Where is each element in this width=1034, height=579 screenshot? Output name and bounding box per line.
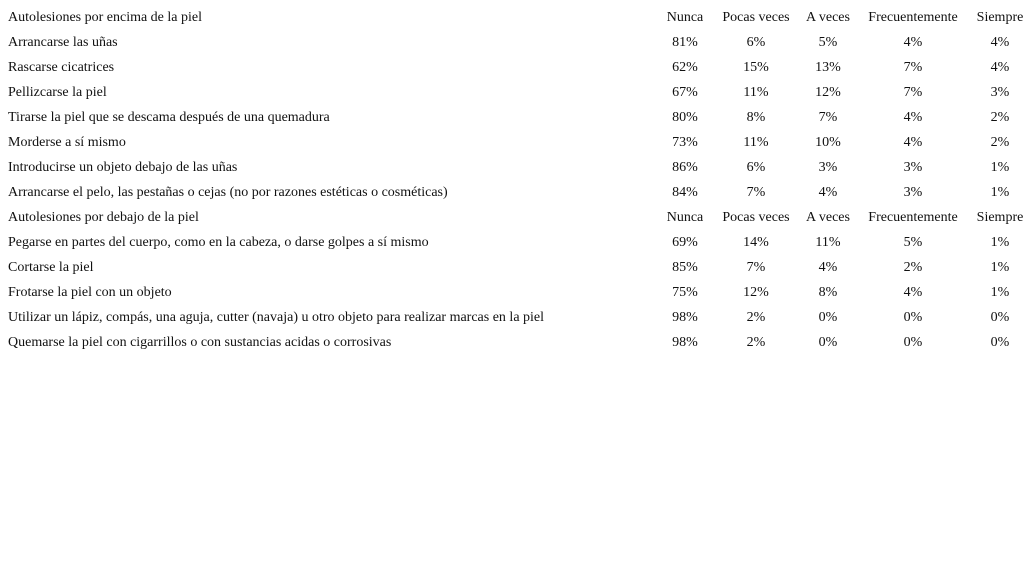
cell-value: 6%	[746, 159, 766, 175]
cell-value: 3%	[903, 159, 923, 175]
column-header: A veces	[806, 209, 850, 225]
cell-value: 80%	[672, 109, 698, 125]
cell-value: 69%	[672, 234, 698, 250]
table-row	[6, 180, 1030, 205]
cell-value: 0%	[903, 334, 923, 350]
row-label: Rascarse cicatrices	[8, 59, 115, 75]
cell-value: 14%	[743, 234, 769, 250]
cell-value: 98%	[672, 334, 698, 350]
column-header: Nunca	[666, 9, 704, 25]
cell-value: 5%	[818, 34, 838, 50]
column-header: Pocas veces	[722, 9, 790, 25]
cell-value: 12%	[815, 84, 841, 100]
cell-value: 11%	[743, 84, 769, 100]
cell-value: 4%	[990, 59, 1010, 75]
column-header: Pocas veces	[722, 209, 790, 225]
cell-value: 4%	[903, 109, 923, 125]
section-title: Autolesiones por debajo de la piel	[8, 209, 199, 225]
cell-value: 4%	[903, 284, 923, 300]
cell-value: 7%	[746, 259, 766, 275]
cell-value: 73%	[672, 134, 698, 150]
cell-value: 1%	[990, 159, 1010, 175]
row-label: Tirarse la piel que se descama después de una quemadura	[8, 109, 330, 125]
cell-value: 2%	[903, 259, 923, 275]
cell-value: 11%	[815, 234, 841, 250]
cell-value: 11%	[743, 134, 769, 150]
table-row	[6, 255, 1030, 280]
row-label: Quemarse la piel con cigarrillos o con sustancias acidas o corrosivas	[8, 334, 392, 350]
table-row	[6, 30, 1030, 55]
table-body	[6, 5, 1030, 355]
cell-value: 3%	[903, 184, 923, 200]
cell-value: 4%	[903, 134, 923, 150]
cell-value: 0%	[990, 309, 1010, 325]
cell-value: 85%	[672, 259, 698, 275]
row-label: Arrancarse las uñas	[8, 34, 118, 50]
cell-value: 7%	[746, 184, 766, 200]
cell-value: 0%	[990, 334, 1010, 350]
cell-value: 8%	[818, 284, 838, 300]
table-row	[6, 105, 1030, 130]
cell-value: 2%	[746, 334, 766, 350]
column-header: Nunca	[666, 209, 704, 225]
table-row	[6, 330, 1030, 355]
row-label: Introducirse un objeto debajo de las uñas	[8, 159, 238, 175]
row-label: Cortarse la piel	[8, 259, 94, 275]
cell-value: 4%	[990, 34, 1010, 50]
table-row	[6, 80, 1030, 105]
cell-value: 0%	[818, 309, 838, 325]
cell-value: 98%	[672, 309, 698, 325]
row-label: Arrancarse el pelo, las pestañas o cejas (no por razones estéticas o cosméticas)	[8, 184, 448, 200]
table-row	[6, 155, 1030, 180]
section-title: Autolesiones por encima de la piel	[8, 9, 202, 25]
cell-value: 1%	[990, 284, 1010, 300]
cell-value: 1%	[990, 184, 1010, 200]
cell-value: 0%	[903, 309, 923, 325]
cell-value: 67%	[672, 84, 698, 100]
cell-value: 4%	[818, 259, 838, 275]
row-label: Frotarse la piel con un objeto	[8, 284, 172, 300]
cell-value: 4%	[818, 184, 838, 200]
column-header: Frecuentemente	[868, 9, 958, 25]
cell-value: 84%	[672, 184, 698, 200]
row-label: Morderse a sí mismo	[8, 134, 126, 150]
cell-value: 5%	[903, 234, 923, 250]
row-label: Utilizar un lápiz, compás, una aguja, cutter (navaja) u otro objeto para realizar marcas en la piel	[8, 309, 545, 325]
cell-value: 0%	[818, 334, 838, 350]
cell-value: 3%	[990, 84, 1010, 100]
section-header-row	[6, 205, 1030, 230]
section-header-row	[6, 5, 1030, 30]
cell-value: 12%	[743, 284, 769, 300]
table-row	[6, 230, 1030, 255]
cell-value: 2%	[990, 134, 1010, 150]
table-row	[6, 130, 1030, 155]
column-header: A veces	[806, 9, 850, 25]
table-row	[6, 280, 1030, 305]
self-harm-table	[6, 5, 1030, 355]
column-header: Siempre	[976, 9, 1024, 25]
cell-value: 7%	[818, 109, 838, 125]
cell-value: 3%	[818, 159, 838, 175]
cell-value: 1%	[990, 259, 1010, 275]
column-header: Frecuentemente	[868, 209, 958, 225]
cell-value: 62%	[672, 59, 698, 75]
cell-value: 2%	[746, 309, 766, 325]
cell-value: 13%	[815, 59, 841, 75]
cell-value: 81%	[672, 34, 698, 50]
cell-value: 7%	[903, 59, 923, 75]
cell-value: 15%	[743, 59, 769, 75]
column-header: Siempre	[976, 209, 1024, 225]
row-label: Pegarse en partes del cuerpo, como en la cabeza, o darse golpes a sí mismo	[8, 234, 429, 250]
cell-value: 10%	[815, 134, 841, 150]
cell-value: 75%	[672, 284, 698, 300]
cell-value: 86%	[672, 159, 698, 175]
cell-value: 2%	[990, 109, 1010, 125]
table-row	[6, 55, 1030, 80]
row-label: Pellizcarse la piel	[8, 84, 107, 100]
cell-value: 6%	[746, 34, 766, 50]
cell-value: 4%	[903, 34, 923, 50]
cell-value: 1%	[990, 234, 1010, 250]
cell-value: 7%	[903, 84, 923, 100]
table-row	[6, 305, 1030, 330]
cell-value: 8%	[746, 109, 766, 125]
